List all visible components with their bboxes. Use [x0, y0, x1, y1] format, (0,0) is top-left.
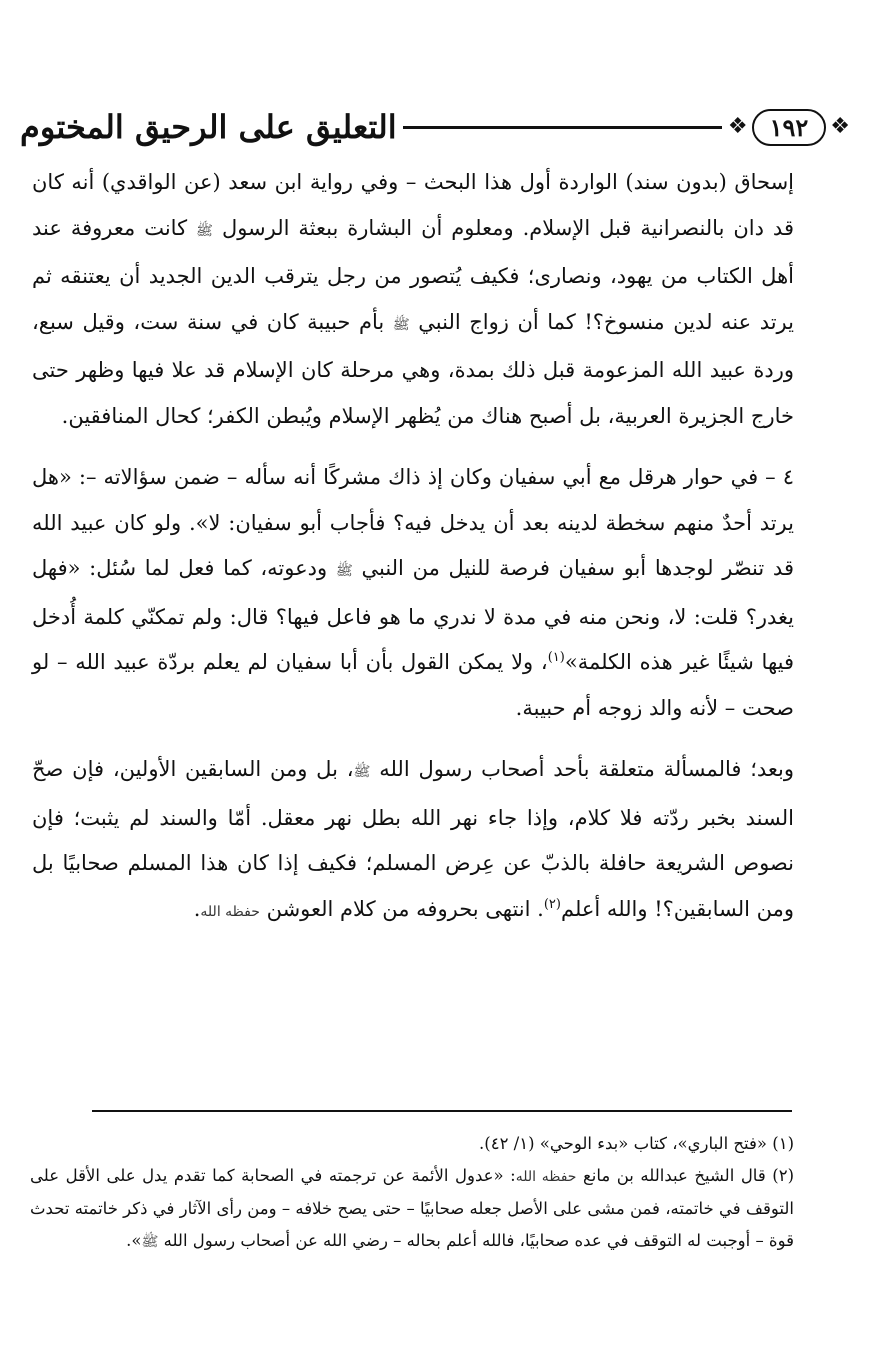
page-number: ١٩٢: [752, 109, 827, 146]
running-title: التعليق على الرحيق المختوم: [20, 108, 397, 146]
footnote-reference: (١): [547, 650, 565, 665]
paragraph: وبعد؛ فالمسألة متعلقة بأحد أصحاب رسول الله ﷺ، بل ومن السابقين الأولين، فإن صحّ السند بخبر ردّته فلا كلام، وإذا جاء نهر الله بطل نهر معقل. أمّا والسند لم يثبت؛ فإن نصوص الشريعة حافلة بالذبّ عن عِرض المسلم؛ فكيف إذا كان هذا المسلم صحابيًا بل ومن السابقين؟! والله أعلم$^{(٢)}$. انتهى بحروفه من كلام العوشن حفظه الله.: [32, 757, 795, 921]
ornament-icon: ❖: [727, 114, 748, 139]
main-text: [32, 160, 794, 935]
hafizahullah-calligraphy-icon: حفظه الله: [200, 903, 260, 920]
hafizahullah-calligraphy-icon: حفظه الله: [515, 1169, 577, 1185]
header-rule: [403, 126, 722, 129]
ornament-icon: ❖: [830, 114, 850, 139]
paragraph: ٤ – في حوار هرقل مع أبي سفيان وكان إذ ذاك مشركًا أنه سأله – ضمن سؤالاته –: «هل يرتد أحدٌ منهم سخطة لدينه بعد أن يدخل فيه؟ فأجاب أبو سفيان: لا». ولو كان عبيد الله قد تنصّر لوجدها أبو سفيان فرصة للنيل من النبي ﷺ ودعوته، كما فعل لما سُئل: «فهل يغدر؟ قلت: لا، ونحن منه في مدة لا ندري ما هو فاعل فيها؟ قال: ولم تمكنّي كلمة أُدخل فيها شيئًا غير هذه الكلمة»$^{(١)}$، ولا يمكن القول بأن أبا سفيان لم يعلم بردّة عبيد الله – لو صحت – لأنه والد زوجه أم حبيبة.: [32, 465, 794, 720]
footnote: (١) «فتح الباري»، كتاب «بدء الوحي» (١/ ٤٢).: [479, 1134, 794, 1153]
footnotes: [30, 1128, 794, 1258]
salla-calligraphy-icon: ﷺ: [141, 1234, 159, 1250]
salla-calligraphy-icon: ﷺ: [353, 764, 371, 780]
salla-calligraphy-icon: ﷺ: [196, 222, 213, 239]
page-header: [20, 98, 850, 156]
paragraph: إسحاق (بدون سند) الواردة أول هذا البحث – وفي رواية ابن سعد (عن الواقدي) أنه كان قد دان بالنصرانية قبل الإسلام. ومعلوم أن البشارة ببعثة الرسول ﷺ كانت معروفة عند أهل الكتاب من يهود، ونصارى؛ فكيف يُتصور من رجل يترقب الدين الجديد أن يعتنقه ثم يرتد عنه لدين منسوخ؟! كما أن زواج النبي ﷺ بأم حبيبة كان في سنة ست، وقيل سبع، وردة عبيد الله المزعومة قبل ذلك بمدة، وهي مرحلة كان الإسلام قد علا فيها وظهر حتى خارج الجزيرة العربية، بل أصبح هناك من يُظهر الإسلام ويُبطن الكفر؛ كحال المنافقين.: [32, 170, 794, 428]
footnote-separator: [92, 1110, 792, 1112]
salla-calligraphy-icon: ﷺ: [392, 316, 410, 333]
salla-calligraphy-icon: ﷺ: [335, 563, 353, 579]
footnote: (٢) قال الشيخ عبدالله بن مانع حفظه الله: «عدول الأئمة عن ترجمته في الصحابة كما تقدم يدل على الأقل على التوقف في خاتمته، فمن مشى على الأصل جعله صحابيًا – حتى يصح خلافه – ومن رأى الآثار في ذكر خاتمته تحدث قوة – أوجبت له التوقف في عده صحابيًا، فالله أعلم بحاله – رضي الله عن أصحاب رسول الله ﷺ».: [30, 1166, 794, 1250]
footnote-reference: (٢): [543, 896, 561, 912]
